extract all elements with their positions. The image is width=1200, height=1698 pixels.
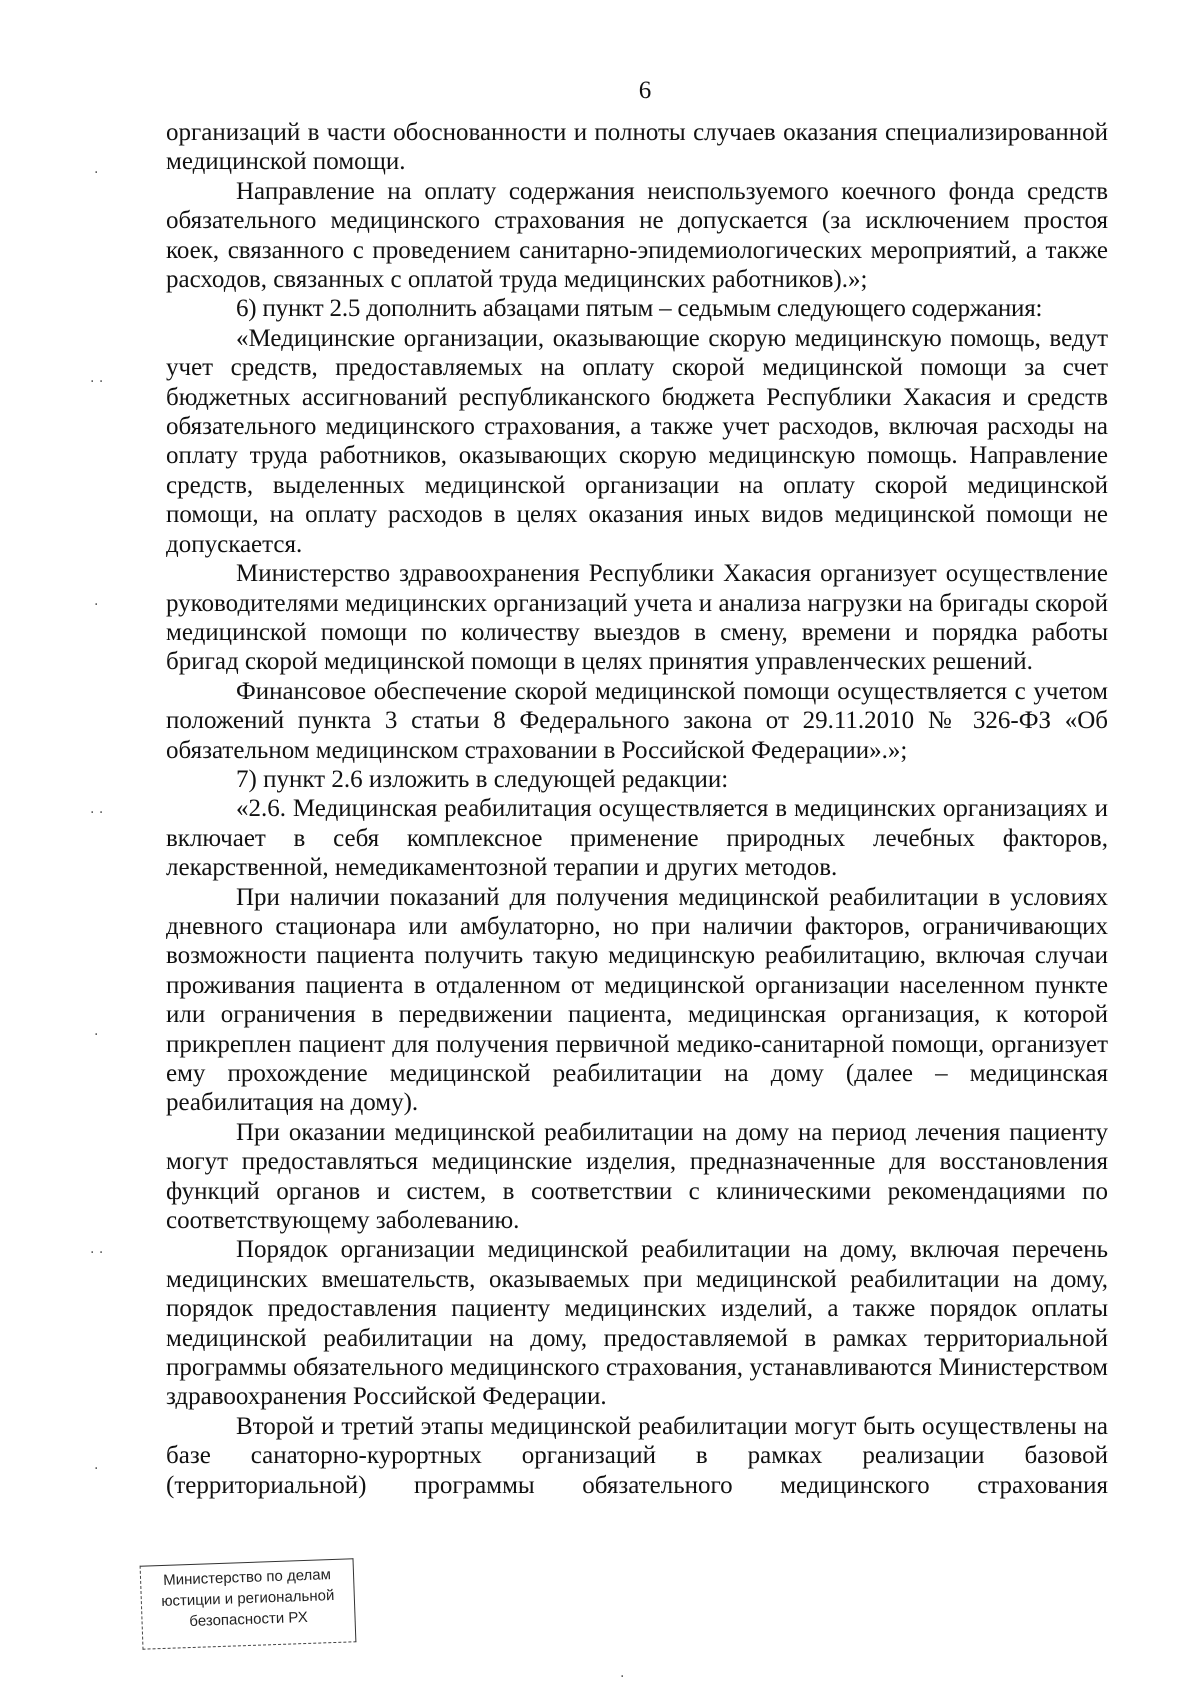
paragraph: Министерство здравоохранения Республики Хакасия организует осуществление руководителями медицинских организаций учета и анализа нагрузки на бригады скорой медицинской помощи по количеству выездов в смену, времени и порядка работы бригад скорой медицинской помощи в целях принятия управленческих решений.: [166, 560, 1108, 676]
paragraph: Направление на оплату содержания неиспользуемого коечного фонда средств обязательного медицинского страхования не допускается (за исключением простоя коек, связанного с проведением санитарно-эпидемиологических мероприятий, а также расходов, связанных с оплатой труда медицинских работников).»;: [166, 177, 1108, 294]
stamp-line: Министерство по делам: [162, 1566, 332, 1589]
paragraph: При оказании медицинской реабилитации на дому на период лечения пациенту могут предоставляться медицинские изделия, предназначенные для восстановления функций органов и систем, в соответствии с клиническими рекомендациями по соответствующему заболеванию.: [166, 1118, 1108, 1235]
paragraph: «Медицинские организации, оказывающие скорую медицинскую помощь, ведут учет средств, предоставляемых на оплату скорой медицинской помощи за счет бюджетных ассигнований республиканского бюджета Республики Хакасия и средств обязательного медицинского страхования, а также учет расходов, включая расходы на оплату труда работников, оказывающих скорую медицинскую помощь. Направление средств, выделенных медицинской организации на оплату скорой медицинской помощи, на оплату расходов в целях оказания иных видов медицинской помощи не допускается.: [166, 324, 1108, 558]
scan-dot-mark: · ·: [90, 374, 104, 390]
document-body: [166, 118, 1108, 1500]
paragraph-item-7: 7) пункт 2.6 изложить в следующей редакции:: [236, 765, 729, 793]
scan-dot-mark: ·: [94, 165, 99, 181]
scan-dot-mark: ·: [620, 1669, 625, 1685]
paragraph: Финансовое обеспечение скорой медицинской помощи осуществляется с учетом положений пункта 3 статьи 8 Федерального закона от 29.11.2010 № 326-ФЗ «Об обязательном медицинском страховании в Российской Федерации».»;: [166, 677, 1108, 764]
paragraph-continuation: организаций в части обоснованности и полноты случаев оказания специализированной медицинской помощи.: [166, 119, 1108, 176]
registration-stamp: [140, 1558, 357, 1649]
scan-dot-mark: · ·: [90, 1245, 104, 1261]
scan-dot-mark: ·: [94, 597, 99, 613]
stamp-line: безопасности РХ: [189, 1608, 308, 1631]
page-number: 6: [638, 77, 652, 104]
paragraph-section-2-6: «2.6. Медицинская реабилитация осуществляется в медицинских организациях и включает в себя комплексное применение природных лечебных факторов, лекарственной, немедикаментозной терапии и других методов.: [166, 795, 1108, 882]
paragraph: Порядок организации медицинской реабилитации на дому, включая перечень медицинских вмешательств, оказываемых при медицинской реабилитации на дому, порядок предоставления пациенту медицинских изделий, а также порядок оплаты медицинской реабилитации на дому, предоставляемой в рамках территориальной программы обязательного медицинского страхования, устанавливаются Министерством здравоохранения Российской Федерации.: [166, 1236, 1108, 1411]
scan-dot-mark: · ·: [90, 805, 104, 821]
scan-dot-mark: ·: [94, 1461, 99, 1477]
scan-dot-mark: ·: [94, 1027, 99, 1043]
paragraph: При наличии показаний для получения медицинской реабилитации в условиях дневного стационара или амбулаторно, но при наличии факторов, ограничивающих возможности пациента получить такую медицинскую реабилитацию, включая случаи проживания пациента в отдаленном от медицинской организации населенном пункте или ограничения в передвижении пациента, медицинская организация, к которой прикреплен пациент для получения первичной медико-санитарной помощи, организует ему прохождение медицинской реабилитации на дому (далее – медицинская реабилитация на дому).: [166, 883, 1108, 1117]
paragraph-item-6: 6) пункт 2.5 дополнить абзацами пятым – седьмым следующего содержания:: [236, 295, 1043, 323]
paragraph-continues: Второй и третий этапы медицинской реабилитации могут быть осуществлены на базе санаторно-курортных организаций в рамках реализации базовой (территориальной) программы обязательного медицинского страхования: [166, 1412, 1108, 1499]
stamp-line: юстиции и региональной: [160, 1586, 335, 1611]
